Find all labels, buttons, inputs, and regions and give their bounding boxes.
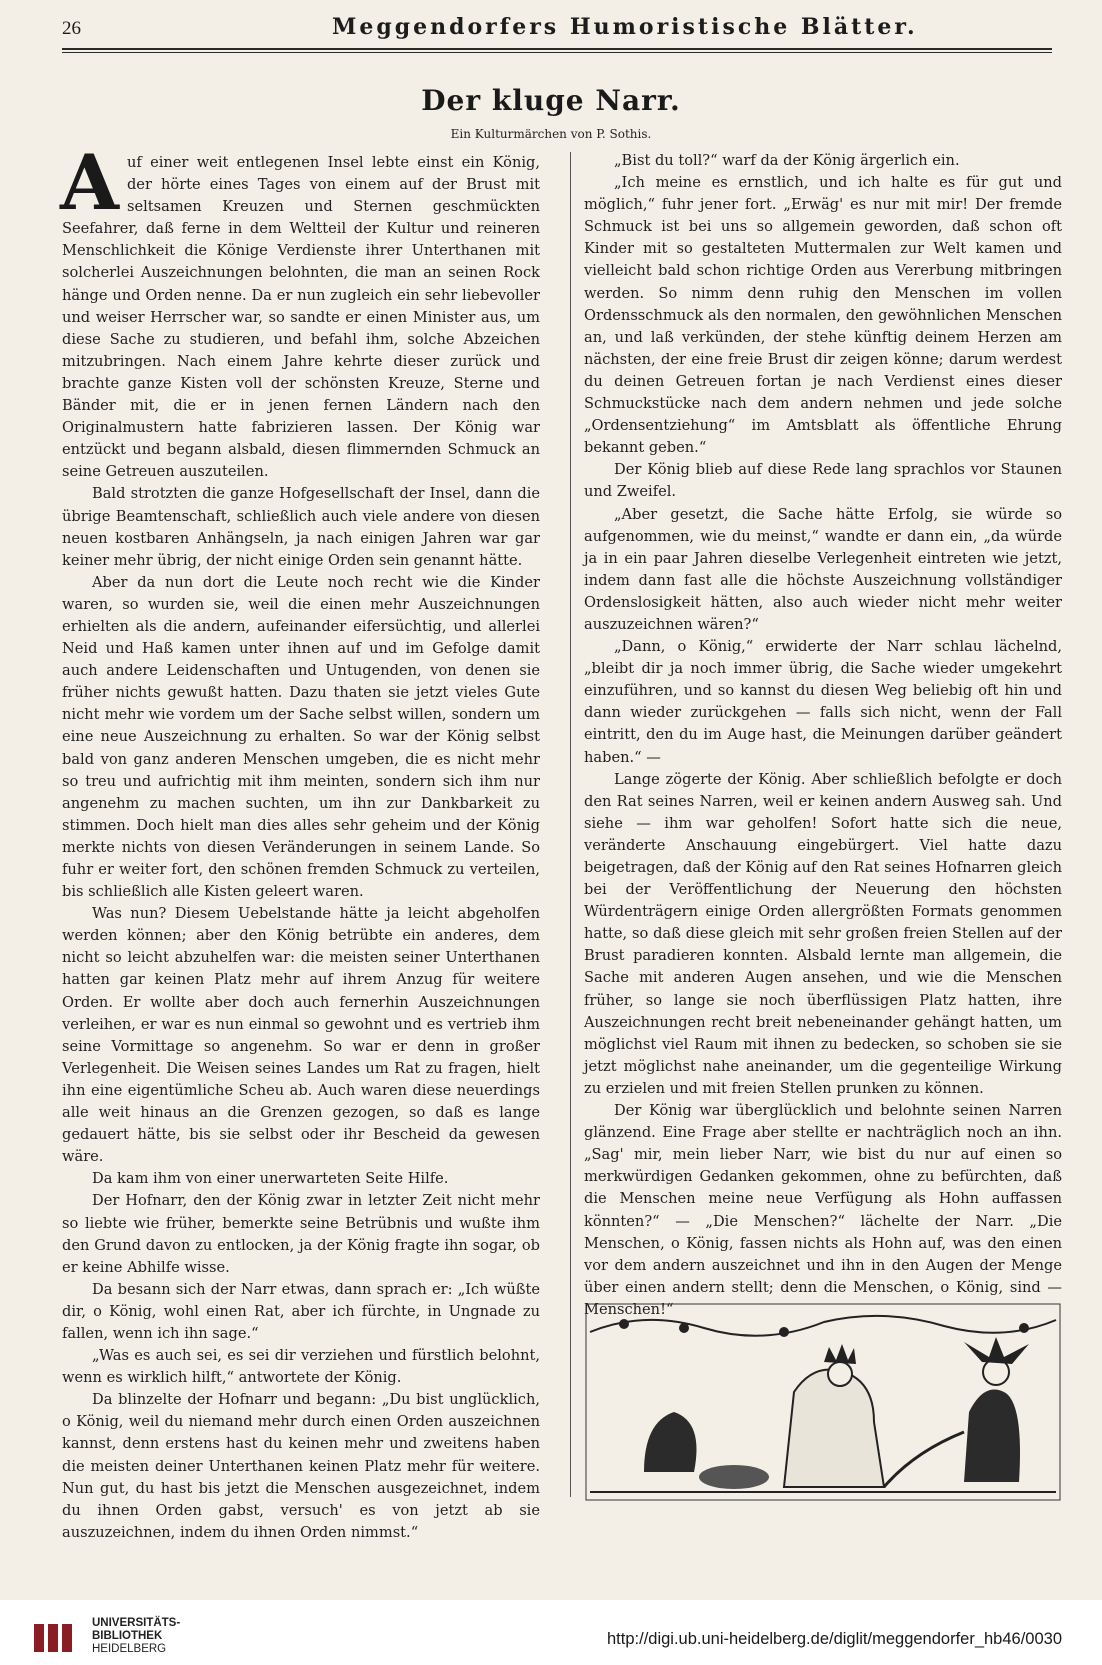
page-header bbox=[62, 14, 1052, 46]
paragraph: Da besann sich der Narr etwas, dann sprach er: „Ich wüßte dir, o König, wohl einen Rat, aber ich fürchte, in Ungnade zu fallen, wenn ich ihn sage.“ bbox=[62, 1280, 540, 1342]
jester-body-icon bbox=[964, 1390, 1020, 1483]
paragraph bbox=[60, 138, 540, 483]
header-rule-thin bbox=[62, 52, 1052, 53]
paragraph: Da blinzelte der Hofnarr und begann: „Du bist unglücklich, o König, weil du niemand mehr durch einen Orden auszeichnen kannst, denn erstens hast du keinen mehr und zweitens haben die meisten deiner Unterthanen keinen Platz mehr für weitere. Nun gut, du hast bis jetzt die Menschen ausgezeichnet, indem du ihnen Orden gabst, versuch' es von jetzt ab sie auszuzeichnen, indem du ihnen Orden nimmst.“ bbox=[62, 1391, 540, 1541]
robe-train-icon bbox=[884, 1432, 964, 1487]
paragraph: „Ich meine es ernstlich, und ich halte es für gut und möglich,“ fuhr jener fort. „Erwäg' es nur mit mir! Der fremde Schmuck ist bei uns so allgemein geworden, daß schon oft Kinder mit so gestalteten Muttermalen zur Welt kamen und vielleicht bald schon richtige Orden aus Vererbung mitbringen werden. So nimm denn ruhig den Menschen im vollen Ordensschmuck als den normalen, den gewöhnlichen Menschen an, und laß verkünden, der stehe künftig deinem Herzen am nächsten, der eine freie Brust dir zeigen könne; darum werdest du deinen Getreuen fortan je nach Verdienst eines dieser Schmuckstücke nach dem andern nehmen und jede solche „Ordensentziehung“ im Amtsblatt als öffentliche Ehrung bekannt geben.“ bbox=[584, 174, 1062, 457]
page-number: 26 bbox=[62, 18, 81, 39]
paragraph: „Aber gesetzt, die Sache hätte Erfolg, sie würde so aufgenommen, wie du meinst,“ wandte er dann ein, „da würde ja in ein paar Jahren dieselbe Verlegenheit eintreten wie jetzt, indem dann fast alle die höchste Auszeichnung vollständiger Ordenslosigkeit hätten, also auch wieder nicht mehr weiter auszuzeichnen wären?“ bbox=[584, 505, 1062, 633]
paragraph: Da kam ihm von einer unerwarteten Seite Hilfe. bbox=[92, 1170, 449, 1188]
drop-cap: A bbox=[60, 138, 119, 227]
university-library-logo bbox=[30, 1618, 82, 1658]
paragraph: Der Hofnarr, den der König zwar in letzter Zeit nicht mehr so liebte wie früher, bemerkte seine Betrübnis und wußte ihm den Grund davon zu entlocken, ja der König fragte ihn sogar, ob er keine Abhilfe wisse. bbox=[62, 1192, 540, 1276]
header-rule bbox=[62, 48, 1052, 50]
ornament-icon bbox=[679, 1323, 689, 1333]
ornament-icon bbox=[619, 1319, 629, 1329]
column-divider bbox=[570, 152, 571, 1497]
jester-cap-icon bbox=[964, 1337, 1029, 1364]
paragraph: Was nun? Diesem Uebelstande hätte ja leicht abgeholfen werden können; aber den König betrübte ein anderes, dem nicht so leicht abzuhelfen war: die meisten seiner Unterthanen hatten gar keinen Platz mehr auf ihrem Anzug für weitere Orden. Er wollte aber doch auch fernerhin Auszeichnungen verleihen, er war es nun einmal so gewohnt und es vertrieb ihm seine Vormittage so angenehm. So war er denn in großer Verlegenheit. Die Weisen seines Landes um Rat zu fragen, hielt ihn eine eigentümliche Scheu ab. Auch waren diese neuerdings alle weit hinaus an die Grenzen gezogen, so daß es lange gedauert hätte, bis sie selbst oder ihr Bescheid da gewesen wäre. bbox=[62, 905, 540, 1166]
article-title: Der kluge Narr. bbox=[421, 84, 681, 117]
king-robe-icon bbox=[784, 1370, 884, 1488]
king-head-icon bbox=[828, 1362, 852, 1386]
paragraph: „Bist du toll?“ warf da der König ärgerlich ein. bbox=[614, 152, 960, 169]
library-name-line2: BIBLIOTHEK bbox=[92, 1630, 163, 1642]
logo-bar-icon bbox=[34, 1624, 44, 1652]
king-and-jester-illustration bbox=[584, 1302, 1062, 1502]
kneeling-figure-icon bbox=[644, 1412, 697, 1472]
running-title: Meggendorfers Humoristische Blätter. bbox=[332, 14, 918, 40]
paragraph: Der König blieb auf diese Rede lang sprachlos vor Staunen und Zweifel. bbox=[584, 461, 1062, 501]
library-footer bbox=[0, 1600, 1102, 1665]
article-subtitle: Ein Kulturmärchen von P. Sothis. bbox=[450, 127, 652, 141]
paragraph: „Was es auch sei, es sei dir verziehen und fürstlich belohnt, wenn es wirklich hilft,“ antwortete der König. bbox=[62, 1347, 540, 1387]
logo-bar-icon bbox=[48, 1624, 58, 1652]
paragraph: „Dann, o König,“ erwiderte der Narr schlau lächelnd, „bleibt dir ja noch immer übrig, die Sache wieder umgekehrt einzuführen, und so kannst du diesen Weg beliebig oft hin und dann wieder zurückgehen — falls sich nicht, wenn der Fall eintritt, den du im Auge hast, die Meinungen darüber geändert haben.“ — bbox=[584, 638, 1062, 766]
paragraph-text: uf einer weit entlegenen Insel lebte einst ein König, der hörte eines Tages von einem auf der Brust mit seltsamen Kreuzen und Sternen geschmückten Seefahrer, daß ferne in dem Weltteil der Kultur und reineren Menschlichkeit die Könige Verdienste ihrer Unterthanen mit solcherlei Auszeichnungen belohnten, die man an seinen Rock hänge und Orden nenne. Da er nun zugleich ein sehr liebevoller und weiser Herrscher war, so sandte er einen Minister aus, um diese Sache zu studieren, und befahl ihm, solche Abzeichen mitzubringen. Nach einem Jahre kehrte dieser zurück und brachte ganze Kisten voll der schönsten Kreuze, Sterne und Bänder mit, die er in jenen fernen Ländern nach den Originalmustern hatte fabrizieren lassen. Der König war entzückt und begann alsbald, diesen flimmernden Schmuck an seine Getreuen auszuteilen. bbox=[62, 154, 540, 481]
paragraph: Aber da nun dort die Leute noch recht wie die Kinder waren, so wurden sie, weil die einen mehr Auszeichnungen erhielten als die andern, aufeinander eifersüchtig, und allerlei Neid und Haß kamen unter ihnen auf und im Gefolge damit auch andere Leidenschaften und Untugenden, von denen sie früher nichts gewußt hatten. Dazu thaten sie jetzt vieles Gute nicht mehr wie vordem um der Sache selbst willen, sondern um eine neue Auszeichnung zu erhalten. So war der König selbst bald von ganz anderen Menschen umgeben, die es nicht mehr so treu und aufrichtig mit ihm meinten, sondern sich ihm nur angenehm zu machen suchten, um ihn zur Dankbarkeit zu stimmen. Doch hielt man dies alles sehr geheim und der König merkte nichts von diesen Veränderungen in seinem Lande. So fuhr er weiter fort, den schönen fremden Schmuck zu verteilen, bis schließlich alle Kisten geleert waren. bbox=[62, 573, 540, 901]
ornament-icon bbox=[1019, 1323, 1029, 1333]
right-column bbox=[584, 150, 1062, 1321]
left-column bbox=[60, 138, 540, 1544]
library-name bbox=[92, 1617, 180, 1656]
logo-bar-icon bbox=[62, 1624, 72, 1652]
garland-icon bbox=[590, 1316, 1056, 1336]
paragraph: Lange zögerte der König. Aber schließlich befolgte er doch den Rat seines Narren, weil er keinen andern Ausweg sah. Und siehe — ihm war geholfen! Sofort hatte sich die neue, veränderte Anschauung eingebürgert. Viel hatte dazu beigetragen, daß der König auf den Rat seines Hofnarren gleich bei der Veröffentlichung der Neuerung den höchsten Würdenträgern einige Orden allergrößten Formats genommen hatte, so daß diese gleich mit sehr großen freien Stellen auf der Brust paradieren konnten. Alsbald lernte man allgemein, die Sache mit anderen Augen ansehen, und wie die Menschen früher, so lange sie noch überflüssigen Platz hatten, ihre Auszeichnungen recht breit nebeneinander gehängt hatten, um möglichst viel Raum mit ihnen zu bedecken, so schoben sie sie jetzt möglichst nahe aneinander, um die gegenteilige Wirkung zu erzielen und mit freien Stellen prunken zu können. bbox=[584, 770, 1062, 1097]
paragraph: Bald strotzten die ganze Hofgesellschaft der Insel, dann die übrige Beamtenschaft, schließlich auch viele andere von diesen neuen kostbaren Anhängseln, ja nach einigen Jahren war gar keiner mehr übrig, der nicht einige Orden sein genannt hätte. bbox=[62, 485, 540, 569]
ornament-icon bbox=[779, 1327, 789, 1337]
library-name-line3: HEIDELBERG bbox=[92, 1643, 167, 1655]
source-url-link[interactable]: http://digi.ub.uni-heidelberg.de/diglit/meggendorfer_hb46/0030 bbox=[607, 1630, 1062, 1648]
paragraph: Der König war überglücklich und belohnte seinen Narren glänzend. Eine Frage aber stellte er nachträglich noch an ihn. „Sag' mir, mein lieber Narr, wie bist du nur auf einen so merkwürdigen Gedanken gekommen, ohne zu befürchten, daß die Menschen meine neue Verfügung als Hohn auffassen könnten?“ — „Die Menschen?“ lächelte der Narr. „Die Menschen, o König, fassen nichts als Hohn auf, was den einen vor dem andern auszeichnet und ihn in den Augen der Menge über einen andern stellt; denn die Menschen, o König, sind — Menschen!“ bbox=[584, 1102, 1062, 1318]
bowing-figure-icon bbox=[699, 1465, 769, 1489]
library-name-line1: UNIVERSITÄTS- bbox=[92, 1617, 181, 1629]
